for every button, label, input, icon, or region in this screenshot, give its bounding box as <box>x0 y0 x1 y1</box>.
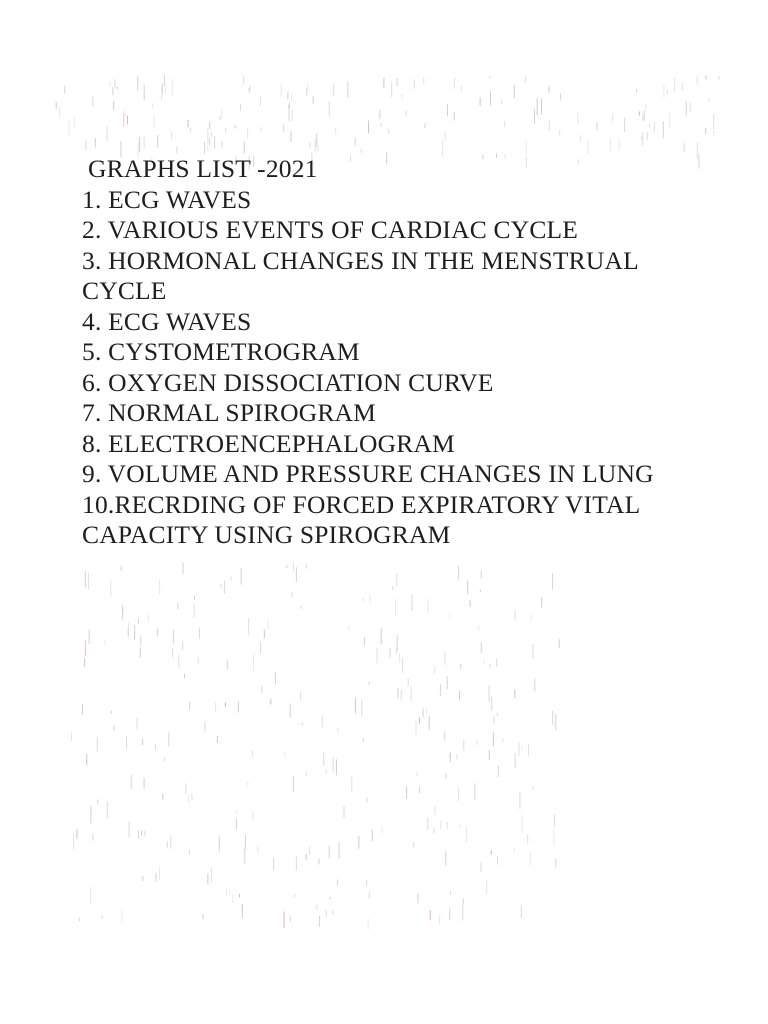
graphs-list-document <box>82 154 722 551</box>
document-title: GRAPHS LIST -2021 <box>88 154 318 183</box>
list-item-2: 2. VARIOUS EVENTS OF CARDIAC CYCLE <box>82 215 579 244</box>
list-item-8: 8. ELECTROENCEPHALOGRAM <box>82 428 455 458</box>
graphs-list <box>82 185 722 551</box>
list-item-1: 1. ECG WAVES <box>82 184 252 214</box>
list-item-10: 10.RECRDING OF FORCED EXPIRATORY VITAL CAPACITY USING SPIROGRAM <box>82 489 640 549</box>
list-item-3: 3. HORMONAL CHANGES IN THE MENSTRUAL CYCLE <box>82 245 638 305</box>
list-item-7: 7. NORMAL SPIROGRAM <box>82 398 377 427</box>
list-item-4: 4. ECG WAVES <box>82 306 252 336</box>
list-item-5: 5. CYSTOMETROGRAM <box>82 337 360 366</box>
list-item-9: 9. VOLUME AND PRESSURE CHANGES IN LUNG <box>82 459 654 488</box>
list-item-6: 6. OXYGEN DISSOCIATION CURVE <box>82 367 494 397</box>
